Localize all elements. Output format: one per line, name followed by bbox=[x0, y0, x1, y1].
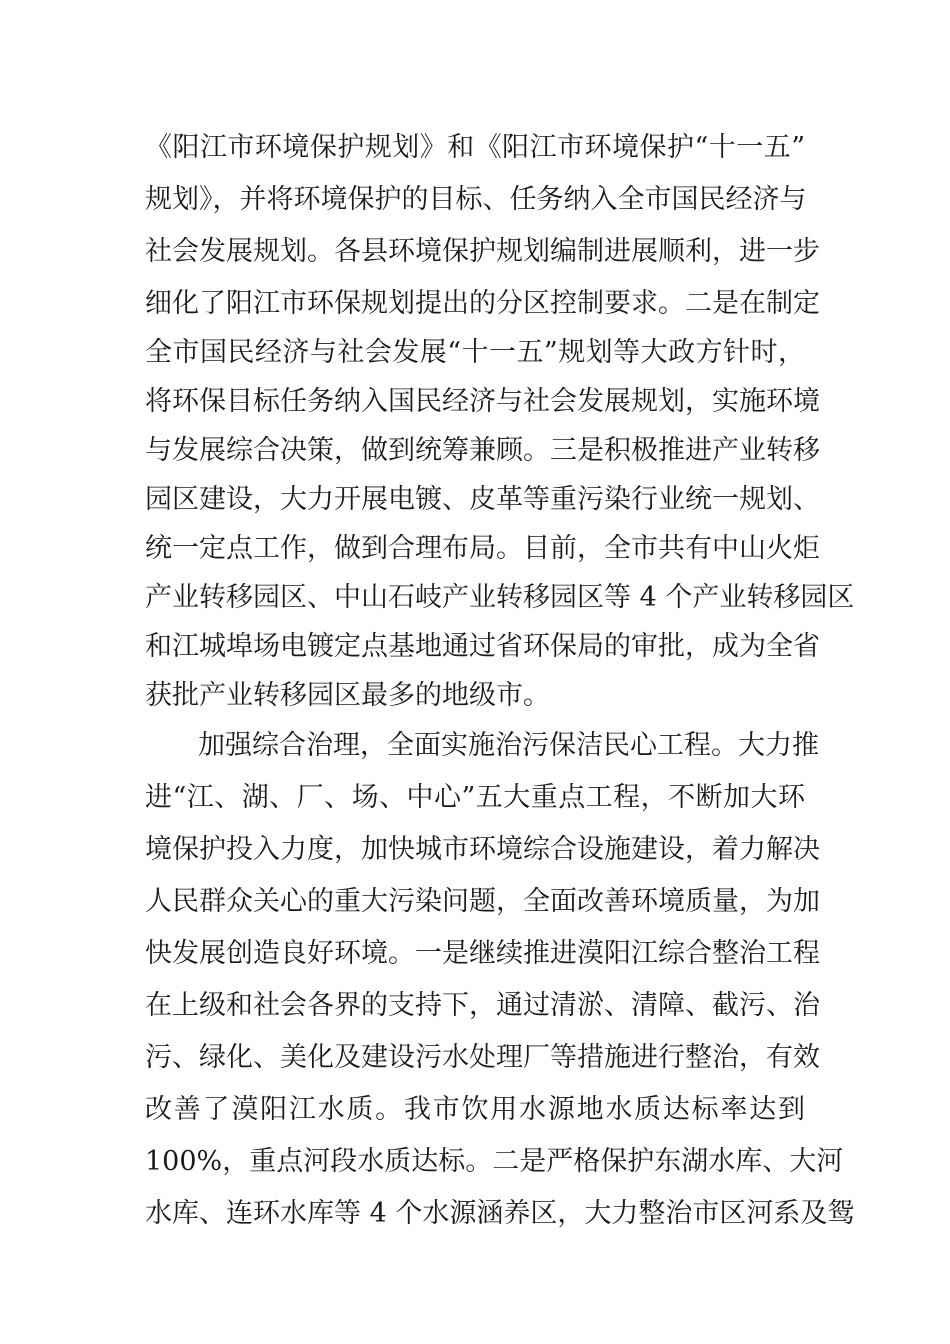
paragraph-2-line-1: 加强综合治理，全面实施治污保洁民心工程。大力推 bbox=[198, 730, 819, 761]
paragraph-2-line-4: 人民群众关心的重大污染问题，全面改善环境质量，为加 bbox=[145, 886, 820, 917]
paragraph-2-line-6: 在上级和社会各界的支持下，通过清淤、清障、截污、治 bbox=[145, 990, 820, 1021]
paragraph-1-line-2: 规划》，并将环境保护的目标、任务纳入全市国民经济与 bbox=[145, 184, 807, 215]
paragraph-2-line-2: 进“江、湖、厂、场、中心”五大重点工程，不断加大环 bbox=[145, 782, 805, 813]
paragraph-2-line-7: 污、绿化、美化及建设污水处理厂等措施进行整治，有效 bbox=[145, 1042, 820, 1073]
paragraph-1-line-6: 将环保目标任务纳入国民经济与社会发展规划，实施环境 bbox=[145, 386, 820, 417]
paragraph-2-line-3: 境保护投入力度，加快城市环境综合设施建设，着力解决 bbox=[145, 834, 820, 865]
paragraph-1-line-12: 获批产业转移园区最多的地级市。 bbox=[145, 680, 550, 711]
paragraph-2-line-8: 改善了漠阳江水质。我市饮用水源地水质达标率达到 bbox=[145, 1094, 805, 1125]
paragraph-1-line-10: 产业转移园区、中山石岐产业转移园区等 4 个产业转移园区 bbox=[145, 582, 855, 613]
paragraph-1-line-5: 全市国民经济与社会发展“十一五”规划等大政方针时， bbox=[145, 337, 805, 368]
paragraph-2-line-5: 快发展创造良好环境。一是继续推进漠阳江综合整治工程 bbox=[145, 938, 820, 969]
paragraph-1-line-1: 《阳江市环境保护规划》和《阳江市环境保护“十一五” bbox=[145, 132, 805, 163]
paragraph-2-line-10: 水库、连环水库等 4 个水源涵养区，大力整治市区河系及鸳 bbox=[145, 1198, 855, 1229]
paragraph-1-line-11: 和江城埠场电镀定点基地通过省环保局的审批，成为全省 bbox=[145, 631, 820, 662]
paragraph-1-line-7: 与发展综合决策，做到统筹兼顾。三是积极推进产业转移 bbox=[145, 435, 820, 466]
paragraph-1-line-4: 细化了阳江市环保规划提出的分区控制要求。二是在制定 bbox=[145, 288, 820, 319]
paragraph-1-line-9: 统一定点工作，做到合理布局。目前，全市共有中山火炬 bbox=[145, 533, 820, 564]
paragraph-1-line-8: 园区建设，大力开展电镀、皮革等重污染行业统一规划、 bbox=[145, 484, 820, 515]
paragraph-1-line-3: 社会发展规划。各县环境保护规划编制进展顺利，进一步 bbox=[145, 236, 820, 267]
paragraph-2-line-9: 100%，重点河段水质达标。二是严格保护东湖水库、大河 bbox=[145, 1146, 844, 1177]
